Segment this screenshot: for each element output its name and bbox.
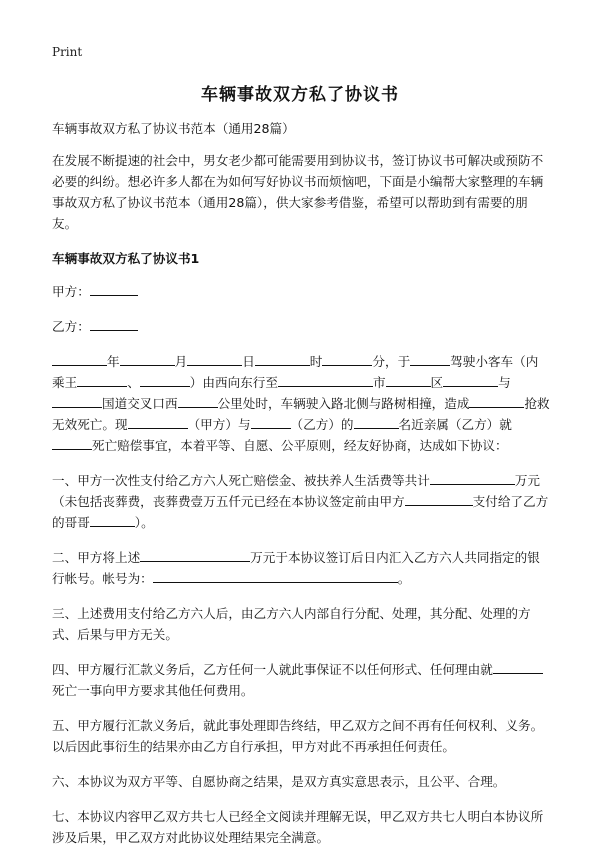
driver-blank — [410, 351, 450, 366]
month-blank — [120, 351, 175, 366]
and-text: 与 — [498, 375, 511, 390]
deceased-name-blank — [52, 435, 92, 450]
clause-6: 六、本协议为双方平等、自愿协商之结果，是双方真实意思表示，且公平、合理。 — [52, 774, 506, 789]
party-a-name-blank — [128, 414, 188, 429]
clause-7: 七、本协议内容甲乙双方共七人已经全文阅读并理解无误，甲乙双方共七人明白本协议所涉及后果，甲乙双方对此协议处理结果完全满意。 — [52, 809, 544, 845]
party-b-text: （乙方）的 — [290, 417, 354, 432]
day-text: 日 — [242, 354, 255, 369]
party-b-blank — [90, 316, 138, 331]
passenger-text: （内乘王 — [52, 354, 539, 390]
clause-3: 三、上述费用支付给乙方六人后，由乙方六人内部自行分配、处理，其分配、处理的方式、后果与甲方无关。 — [52, 606, 531, 642]
clause-5: 五、甲方履行汇款义务后，就此事处理即告终结，甲乙双方之间不再有任何权利、义务。以后因此事衍生的结果亦由乙方自行承担，甲方对此不再承担任何责任。 — [52, 718, 544, 754]
rescue-text: 抢救无效死亡。现 — [52, 396, 550, 432]
party-a-line — [52, 281, 550, 302]
party-b-line — [52, 316, 550, 337]
year-text: 年 — [107, 354, 120, 369]
clause-2-text-3: 。 — [397, 571, 411, 586]
district-blank — [443, 372, 498, 387]
party-a-label: 甲方： — [52, 284, 90, 299]
district-text: 区 — [430, 375, 444, 390]
minute-blank — [322, 351, 372, 366]
brother-blank — [90, 512, 135, 527]
party-a-blank — [90, 281, 138, 296]
city-blank — [386, 372, 431, 387]
month-text: 月 — [174, 354, 188, 369]
year-blank — [52, 351, 107, 366]
hour-text: 时 — [309, 354, 323, 369]
deceased-ref-blank — [493, 659, 543, 674]
deceased-blank — [354, 414, 399, 429]
party-b-name-blank — [251, 414, 291, 429]
clause-4-text-2: 死亡一事向甲方要求其他任何费用。 — [52, 683, 254, 698]
relatives-text: 名近亲属（乙方）就 — [398, 417, 512, 432]
intro-paragraph: 在发展不断提速的社会中，男女老少都可能需要用到协议书，签订协议书可解决或预防不必要的纠纷。想必许多人都在为如何写好协议书而烦恼吧，下面是小编帮大家整理的车辆事故双方私了协议书范本（通用28篇），供大家参考借鉴，希望可以帮助到有需要的朋友。 — [52, 153, 544, 231]
highway-text: 国道交叉口西 — [102, 396, 178, 411]
accident-paragraph — [52, 351, 550, 456]
km-text: 公里处时，车辆驶入路北侧与路树相撞，造成 — [217, 396, 470, 411]
clause-2 — [52, 547, 550, 589]
document-body — [52, 118, 550, 862]
account-number-blank — [153, 568, 398, 583]
clause-4 — [52, 659, 550, 701]
party-a-text: （甲方）与 — [187, 417, 251, 432]
km-blank — [178, 393, 218, 408]
section-heading: 车辆事故双方私了协议书1 — [52, 251, 200, 266]
party-b-label: 乙方： — [52, 319, 90, 334]
minute-text: 分，于 — [372, 354, 411, 369]
clause-4-text-1: 四、甲方履行汇款义务后，乙方任何一人就此事保证不以任何形式、任何理由就 — [52, 662, 493, 677]
print-link[interactable]: Print — [52, 45, 83, 59]
clause-1-text-2: 万元（未包括丧葬费，丧葬费壹万五仟元已经在本协议签定前由甲方 — [52, 473, 540, 509]
location-blank — [278, 372, 373, 387]
clause-1-text-4: ）。 — [134, 515, 154, 530]
passenger-blank-2 — [140, 372, 190, 387]
payer-blank — [405, 491, 473, 506]
victim-blank — [469, 393, 524, 408]
passenger-blank-1 — [77, 372, 127, 387]
city-text: 市 — [372, 375, 386, 390]
amount-blank — [430, 470, 515, 485]
transfer-amount-blank — [140, 547, 250, 562]
clause-1 — [52, 470, 550, 533]
highway-blank — [52, 393, 102, 408]
clause-2-text-2: 万元于本协议签订后日内汇入乙方六人共同指定的银行帐号。帐号为： — [52, 550, 540, 586]
day-blank — [187, 351, 242, 366]
clause-2-text-1: 二、甲方将上述 — [52, 550, 141, 565]
separator-text: 、 — [127, 375, 140, 390]
clause-1-text-1: 一、甲方一次性支付给乙方六人死亡赔偿金、被扶养人生活费等共计 — [52, 473, 430, 488]
clause-1-text-3: 支付给了乙方的哥哥 — [52, 494, 549, 530]
compensation-text: 死亡赔偿事宜，本着平等、自愿、公平原则，经友好协商，达成如下协议： — [92, 438, 508, 453]
document-title: 车辆事故双方私了协议书 — [201, 85, 399, 105]
document-subtitle: 车辆事故双方私了协议书范本（通用28篇） — [52, 121, 295, 136]
hour-blank — [255, 351, 310, 366]
driving-text: 驾驶小客车 — [450, 354, 514, 369]
direction-text: ）由西向东行至 — [189, 375, 278, 390]
